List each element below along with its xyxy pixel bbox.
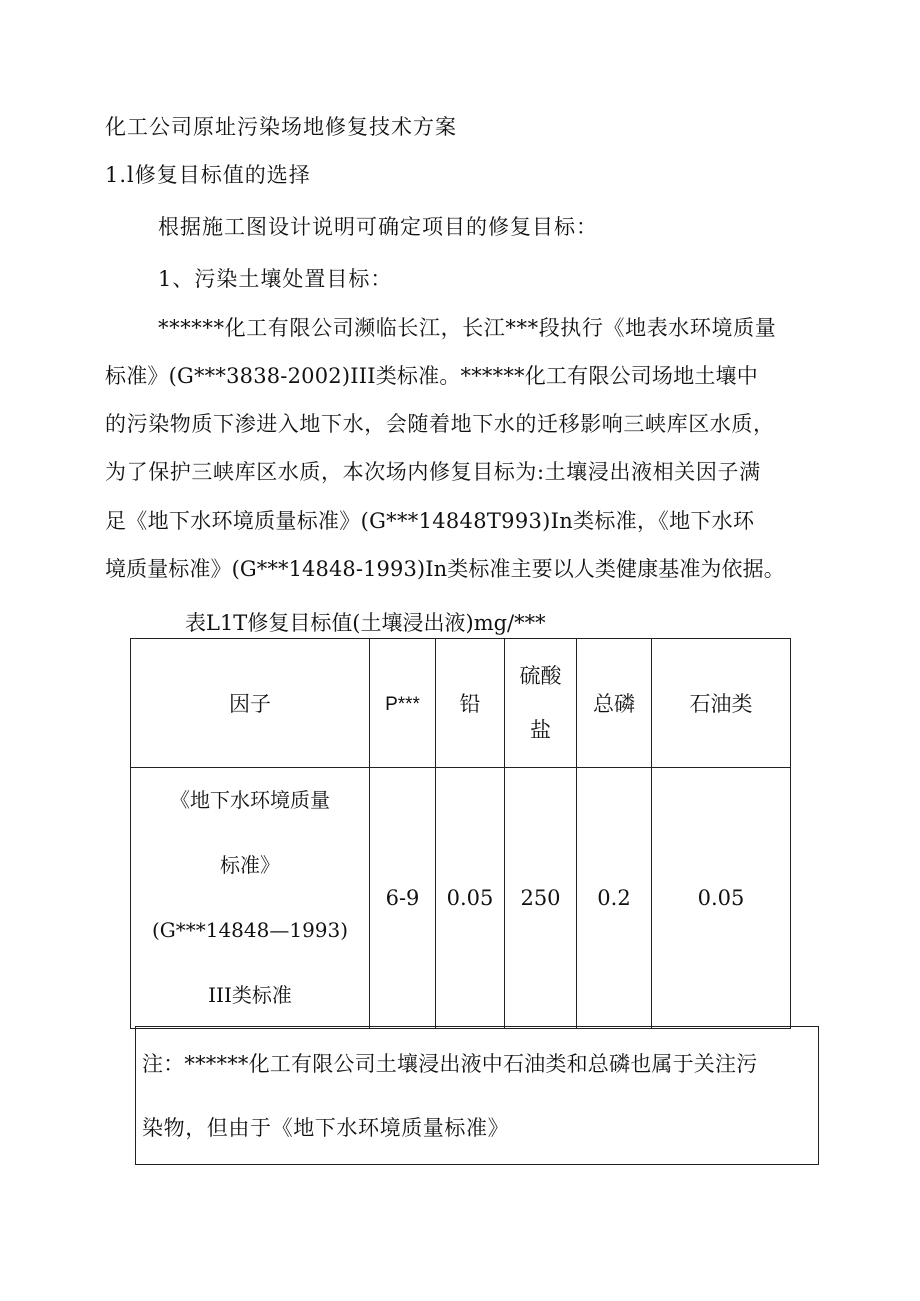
table-header-row: [131, 639, 791, 768]
cell-sulfate: 250: [505, 768, 577, 1029]
cell-total-phosphorus: 0.2: [577, 768, 652, 1029]
paragraph-line: ******化工有限公司濒临长江，长江***段执行《地表水环境质量: [158, 316, 777, 340]
document-title: 化工公司原址污染场地修复技术方案: [105, 115, 457, 139]
intro-text: 根据施工图设计说明可确定项目的修复目标：: [158, 215, 598, 239]
header-sulfate: 硫酸 盐: [505, 639, 577, 768]
table-row: [131, 768, 791, 1029]
cell-standard: 《地下水环境质量 标准》 (G***14848—1993) III类标准: [131, 768, 370, 1029]
table-caption: 表L1T修复目标值(土壤浸出液)mg/***: [185, 611, 546, 635]
cell-ph: 6-9: [370, 768, 436, 1029]
paragraph-line: 为了保护三峡库区水质，本次场内修复目标为:土壤浸出液相关因子满: [105, 460, 761, 484]
paragraph-line: 足《地下水环境质量标准》(G***14848T993)In类标准，《地下水环: [105, 509, 755, 533]
note-line: 注：******化工有限公司土壤浸出液中石油类和总磷也属于关注污: [142, 1052, 758, 1076]
header-factor: 因子: [131, 639, 370, 768]
note-box: [135, 1026, 819, 1165]
paragraph-line: 标准》(G***3838-2002)III类标准。******化工有限公司场地土壤中: [105, 364, 758, 388]
paragraph-line: 境质量标准》(G***14848-1993)In类标准主要以人类健康基准为依据。: [105, 557, 785, 581]
cell-lead: 0.05: [436, 768, 505, 1029]
list-item-soil-target: 1、污染土壤处置目标：: [158, 267, 393, 291]
section-heading: 1.l修复目标值的选择: [105, 163, 311, 187]
paragraph-line: 的污染物质下渗进入地下水，会随着地下水的迁移影响三峡库区水质，: [105, 412, 775, 436]
remediation-target-table: [130, 638, 791, 1029]
header-lead: 铅: [436, 639, 505, 768]
cell-petroleum: 0.05: [652, 768, 791, 1029]
header-ph: P***: [370, 639, 436, 768]
note-line: 染物，但由于《地下水环境质量标准》: [142, 1116, 510, 1140]
header-total-phosphorus: 总磷: [577, 639, 652, 768]
header-petroleum: 石油类: [652, 639, 791, 768]
